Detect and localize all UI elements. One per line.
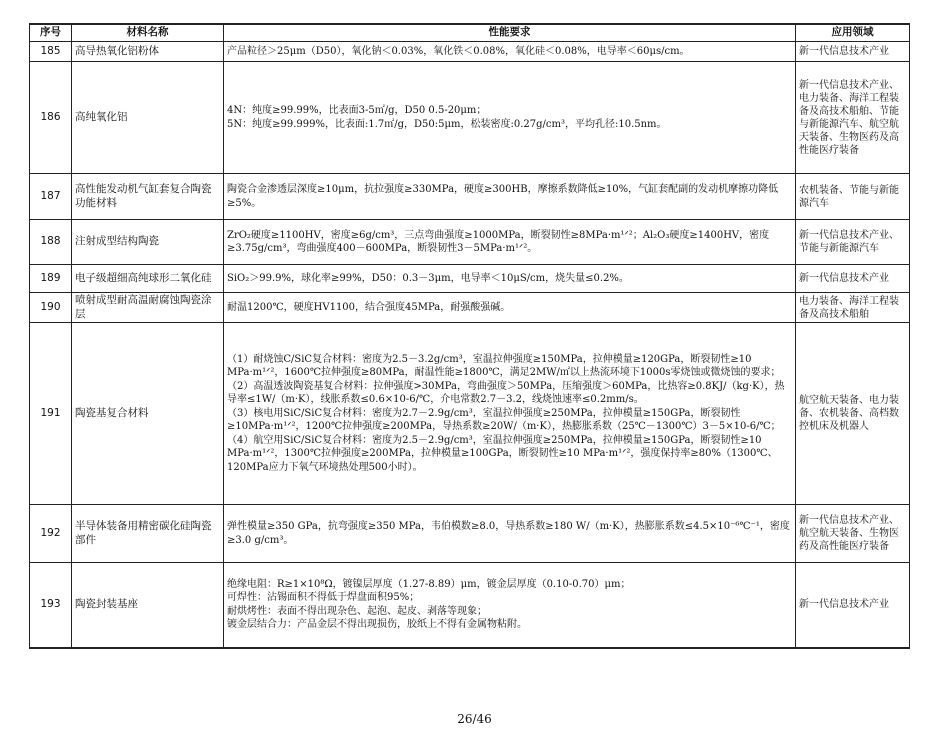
application-field: 新一代信息技术产业 [796, 265, 910, 293]
material-name: 电子级超细高纯球形二氧化硅 [72, 265, 224, 293]
page-number: 26/46 [457, 712, 492, 726]
performance-line: （2）高温透波陶瓷基复合材料：拉伸强度>30MPa，弯曲强度＞50MPa，压缩强度＞60MPa，比热容≥0.8KJ/（kg·K），热导率≤1W/（m·K），线胀系数≤0.6×10-6/℃，介电常数2.7－3.2，线烧蚀速率≤0.2mm/s。 [227, 380, 785, 406]
performance-line: （1）耐烧蚀C/SiC复合材料：密度为2.5－3.2g/cm³，室温拉伸强度≥150MPa，拉伸模量≥120GPa，断裂韧性≥10 MPa·m¹ᐟ²，1600℃拉伸强度≥80MPa，耐温性能≥1800℃，满足2MW/㎡以上热流环境下1000s零烧蚀或微烧蚀的要求； [227, 353, 781, 379]
header-performance: 性能要求 [224, 24, 796, 42]
application-field: 新一代信息技术产业、节能与新能源汽车 [796, 220, 910, 265]
table-header [30, 24, 910, 42]
performance-requirements [224, 265, 796, 293]
materials-table-wrapper [29, 23, 909, 649]
material-name: 高纯氧化铝 [72, 62, 224, 174]
performance-line: SiO₂＞99.9%，球化率≥99%，D50：0.3－3μm，电导率＜10μS/cm，烧失量≤0.2%。 [227, 272, 629, 284]
performance-line: 耐温1200℃，硬度HV1100，结合强度45MPa，耐强酸强碱。 [227, 301, 511, 313]
row-number: 190 [30, 293, 72, 323]
performance-requirements [224, 220, 796, 265]
material-name: 陶瓷基复合材料 [72, 323, 224, 505]
row-number: 192 [30, 505, 72, 563]
table-row [30, 563, 910, 648]
row-number: 191 [30, 323, 72, 505]
application-field: 农机装备、节能与新能源汽车 [796, 174, 910, 220]
table-row [30, 265, 910, 293]
performance-line: （4）航空用SiC/SiC复合材料：密度为2.5－2.9g/cm³，室温拉伸强度≥250MPa，拉伸模量≥150GPa，断裂韧性≥10 MPa·m¹ᐟ²，1300℃拉伸强度≥200MPa，拉伸模量≥100GPa，断裂韧性≥10 MPa·m¹ᐟ²，强度保持率≥80%（1300℃、120MPa应力下氧气环境热处理500小时）。 [227, 434, 778, 473]
header-no: 序号 [30, 24, 72, 42]
row-number: 187 [30, 174, 72, 220]
table-row [30, 62, 910, 174]
material-name: 半导体装备用精密碳化硅陶瓷部件 [72, 505, 224, 563]
performance-line: ZrO₂硬度≥1100HV，密度≥6g/cm³，三点弯曲强度≥1000MPa，断裂韧性≥8MPa·m¹ᐟ²；Al₂O₃硬度≥1400HV，密度≥3.75g/cm³，弯曲强度400－600MPa，断裂韧性3－5MPa·m¹ᐟ²。 [227, 229, 770, 254]
application-field: 航空航天装备、电力装备、农机装备、高档数控机床及机器人 [796, 323, 910, 505]
material-name: 高导热氧化铝粉体 [72, 42, 224, 62]
performance-requirements [224, 42, 796, 62]
table-row [30, 323, 910, 505]
application-field: 新一代信息技术产业、航空航天装备、生物医药及高性能医疗装备 [796, 505, 910, 563]
performance-requirements [224, 505, 796, 563]
performance-line: 镀金层结合力：产品金层不得出现损伤，胶纸上不得有金属物粘附。 [227, 619, 527, 631]
performance-line: 陶瓷合金渗透层深度≥10μm，抗拉强度≥330MPa，硬度≥300HB，摩擦系数降低≥10%，气缸套配副的发动机摩擦功降低≥5%。 [227, 184, 779, 209]
application-field: 新一代信息技术产业、电力装备、海洋工程装备及高技术船舶、节能与新能源汽车、航空航天装备、生物医药及高性能医疗装备 [796, 62, 910, 174]
table-row [30, 42, 910, 62]
material-name: 陶瓷封装基座 [72, 563, 224, 648]
material-name: 高性能发动机气缸套复合陶瓷功能材料 [72, 174, 224, 220]
row-number: 189 [30, 265, 72, 293]
performance-requirements [224, 293, 796, 323]
table-body [30, 42, 910, 648]
table-row [30, 293, 910, 323]
performance-line: 可焊性：沾锡面积不得低于焊盘面积95%； [227, 592, 420, 604]
row-number: 193 [30, 563, 72, 648]
header-material-name: 材料名称 [72, 24, 224, 42]
performance-line: 耐烘烤性：表面不得出现杂色、起泡、起皮、剥落等现象； [227, 605, 487, 617]
row-number: 186 [30, 62, 72, 174]
table-row [30, 174, 910, 220]
row-number: 188 [30, 220, 72, 265]
performance-line: 绝缘电阻：R≥1×10⁸Ω，镀镍层厚度（1.27-8.89）μm，镀金层厚度（0.10-0.70）μm； [227, 578, 631, 590]
table-row [30, 220, 910, 265]
row-number: 185 [30, 42, 72, 62]
performance-requirements [224, 323, 796, 505]
header-row [30, 24, 910, 42]
material-name: 喷射成型耐高温耐腐蚀陶瓷涂层 [72, 293, 224, 323]
performance-requirements [224, 62, 796, 174]
performance-line: 弹性模量≥350 GPa，抗弯强度≥350 MPa，韦伯模数≥8.0，导热系数≥180 W/（m·K），热膨胀系数≤4.5×10⁻⁶℃⁻¹，密度≥3.0 g/cm³。 [227, 521, 790, 546]
performance-line: （3）核电用SiC/SiC复合材料：密度为2.7－2.9g/cm³，室温拉伸强度≥250MPa，拉伸模量≥150GPa，断裂韧性≥10MPa·m¹ᐟ²，1200℃拉伸强度≥200MPa，导热系数≥20W/（m·K），热膨胀系数（25℃－1300℃）3－5×10-6/℃； [227, 407, 781, 433]
materials-table [29, 23, 910, 649]
performance-requirements [224, 174, 796, 220]
table-row [30, 505, 910, 563]
application-field: 新一代信息技术产业 [796, 563, 910, 648]
application-field: 新一代信息技术产业 [796, 42, 910, 62]
performance-requirements [224, 563, 796, 648]
performance-line: 产品粒径＞25μm（D50），氧化钠＜0.03%，氧化铁＜0.08%，氧化硅＜0.08%，电导率＜60μs/cm。 [227, 45, 690, 57]
material-name: 注射成型结构陶瓷 [72, 220, 224, 265]
header-application: 应用领域 [796, 24, 910, 42]
performance-line: 4N：纯度≥99.99%，比表面3-5㎡/g，D50 0.5-20μm； [227, 105, 487, 116]
performance-line: 5N：纯度≥99.999%，比表面:1.7㎡/g，D50:5μm，松装密度:0.27g/cm³，平均孔径:10.5nm。 [227, 118, 667, 130]
application-field: 电力装备、海洋工程装备及高技术船舶 [796, 293, 910, 323]
